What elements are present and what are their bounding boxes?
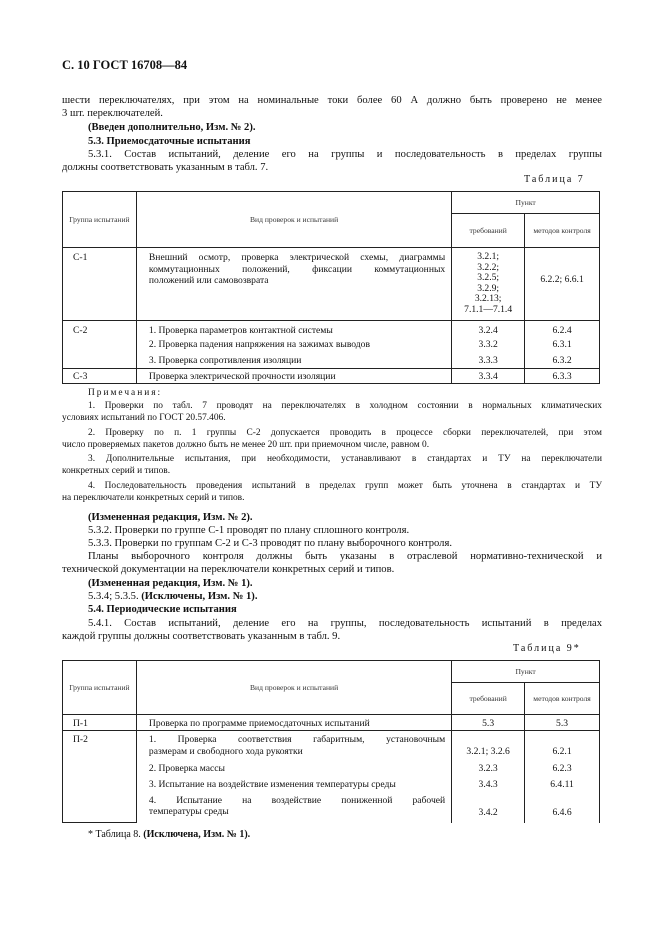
paragraph-5-3-3: 5.3.3. Проверки по группам С-2 и С-3 проводят по плану выборочного контроля. [88,538,452,549]
table7-group-c3: С-3 [63,369,137,384]
table7-group-c2: С-2 [63,321,137,369]
table9-header-group: Группа испытаний [63,661,137,715]
paragraph-5-3-4 [88,590,257,603]
paragraph-line: должны соответствовать указанным в табл. 7. [62,162,269,173]
paragraph-line: 5.4.1. Состав испытаний, деление его на группы, последовательность испытаний в пределах [88,618,602,629]
table9-p2-row2-meth: 6.2.3 [525,761,600,777]
section-heading-5-3: 5.3. Приемосдаточные испытания [88,136,251,147]
table7-c2-row3: 3. Проверка сопротивления изоляции [136,353,451,369]
table7-header-group: Группа испытаний [63,192,137,248]
text-fragment: (Исключена, Изм. № 1). [143,829,251,840]
note-4-line: на переключатели конкретных серий и типов. [62,493,245,503]
table7-c2-row2-meth: 6.3.1 [525,337,600,353]
page-header: С. 10 ГОСТ 16708—84 [62,58,188,72]
table9-group-p1: П-1 [63,715,137,731]
table7-c1-req [452,248,525,321]
table7-c2-row3-req: 3.3.3 [452,353,525,369]
table9-p2-row1 [136,731,451,761]
table9-p2-row4-meth: 6.4.6 [525,793,600,823]
table7-c3-req: 3.3.4 [452,369,525,384]
cell-line: 3.2.1; [477,251,500,262]
table7-header-meth: методов контроля [525,214,600,248]
paragraph-line: Планы выборочного контроля должны быть указаны в отраслевой нормативно-технической и [88,551,602,562]
table7-c2-row1-req: 3.2.4 [452,321,525,337]
paragraph-5-3-2: 5.3.2. Проверки по группе С-1 проводят по плану сплошного контроля. [88,525,410,536]
section-heading-5-4: 5.4. Периодические испытания [88,604,237,615]
table9-p2-row1-meth: 6.2.1 [525,731,600,761]
table7-header-type: Вид проверок и испытаний [136,192,451,248]
cell-line: 3.2.5; [477,272,500,284]
table9-header-req: требований [452,683,525,715]
cell-line: 7.1.1—7.1.4 [464,303,513,315]
note-2-line: число проверяемых пакетов должно быть не менее 20 шт. при приемочном числе, равном 0. [62,440,430,450]
cell-line: размерам и свободного хода рукоятки [148,745,303,757]
note-3-line: 3. Дополнительные испытания, при необходимости, устанавливают в стандартах и ТУ на переключатели [88,454,602,464]
cell-line: 1. Проверка соответствия габаритным, установочным [148,734,446,745]
table7-c2-row3-meth: 6.3.2 [525,353,600,369]
paragraph-line: 3 шт. переключателей. [62,108,163,119]
table9-p1-meth: 5.3 [525,715,600,731]
footnote [88,828,250,841]
note-1-line: 1. Проверки по табл. 7 проводят на переключателях в холодном состоянии в нормальных климатических [88,401,602,411]
note-2-line: 2. Проверку по п. 1 группы С-2 допускается проводить в процессе сборки переключателей, при этом [88,428,602,438]
table9-caption: Таблица 9* [513,643,581,654]
table7-c2-row1-meth: 6.2.4 [525,321,600,337]
table9-p2-row3: 3. Испытание на воздействие изменения температуры среды [136,777,451,793]
table9-header-meth: методов контроля [525,683,600,715]
notes-title: Примечания: [88,388,163,398]
amendment-note: (Измененная редакция, Изм. № 1). [88,578,253,589]
table9-p2-row4 [136,793,451,823]
table9-p2-row3-req: 3.4.3 [452,777,525,793]
table7-c3-text: Проверка электрической прочности изоляции [136,369,451,384]
table7-c2-row2: 2. Проверка падения напряжения на зажимах выводов [136,337,451,353]
table9-group-p2: П-2 [63,731,137,823]
amendment-note: (Введен дополнительно, Изм. № 2). [88,122,256,133]
table9-header-type: Вид проверок и испытаний [136,661,451,715]
cell-line: коммутационных положений, фиксации коммутационных [148,263,446,275]
table9-header-punkt: Пункт [452,661,600,683]
table9-p1-req: 5.3 [452,715,525,731]
cell-line: положений или самовозврата [148,275,269,287]
table7-group-c1: С-1 [63,248,137,321]
note-1-line: условиях испытаний по ГОСТ 20.57.406. [62,413,226,423]
table7-header-req: требований [452,214,525,248]
table9-p2-row2-req: 3.2.3 [452,761,525,777]
table9-p2-row3-meth: 6.4.11 [525,777,600,793]
text-fragment: (Исключены, Изм. № 1). [141,591,258,602]
table-9 [62,660,600,823]
paragraph-line: 5.3.1. Состав испытаний, деление его на группы и последовательность в пределах группы [88,149,602,160]
cell-line: 3.2.13; [474,293,502,305]
text-fragment: 5.3.4; 5.3.5. [88,591,139,602]
table7-caption: Таблица 7 [524,174,585,185]
note-3-line: конкретных серий и типов. [62,466,171,476]
paragraph-line: каждой группы должны соответствовать указанным в табл. 9. [62,631,341,642]
footnote-divider [62,822,120,823]
table7-c1-description [136,248,451,321]
table7-header-punkt: Пункт [452,192,600,214]
amendment-note: (Измененная редакция, Изм. № 2). [88,512,253,523]
paragraph-line: шести переключателях, при этом на номинальные токи более 60 А должно быть проверено не менее [62,95,602,106]
cell-line: 3.2.2; [477,261,500,273]
table9-p2-row1-req: 3.2.1; 3.2.6 [452,731,525,761]
note-4-line: 4. Последовательность проведения испытаний в пределах групп может быть уточнена в стандартах и ТУ [88,481,602,491]
table-7 [62,191,600,384]
cell-line: 4. Испытание на воздействие пониженной рабочей [148,794,446,806]
table7-c2-row2-req: 3.3.2 [452,337,525,353]
cell-line: Внешний осмотр, проверка электрической схемы, диаграммы [148,252,446,263]
table7-c3-meth: 6.3.3 [525,369,600,384]
table9-p1-text: Проверка по программе приемосдаточных испытаний [136,715,451,731]
table9-p2-row2: 2. Проверка массы [136,761,451,777]
table7-c2-row1: 1. Проверка параметров контактной системы [136,321,451,337]
text-fragment: * Таблица 8. [88,829,141,840]
cell-line: температуры среды [148,806,229,818]
paragraph-line: технической документации на переключатели конкретных серий и типов. [62,564,395,575]
cell-line: 3.2.9; [477,282,500,294]
table7-c1-meth: 6.2.2; 6.6.1 [525,248,600,321]
table9-p2-row4-req: 3.4.2 [452,793,525,823]
